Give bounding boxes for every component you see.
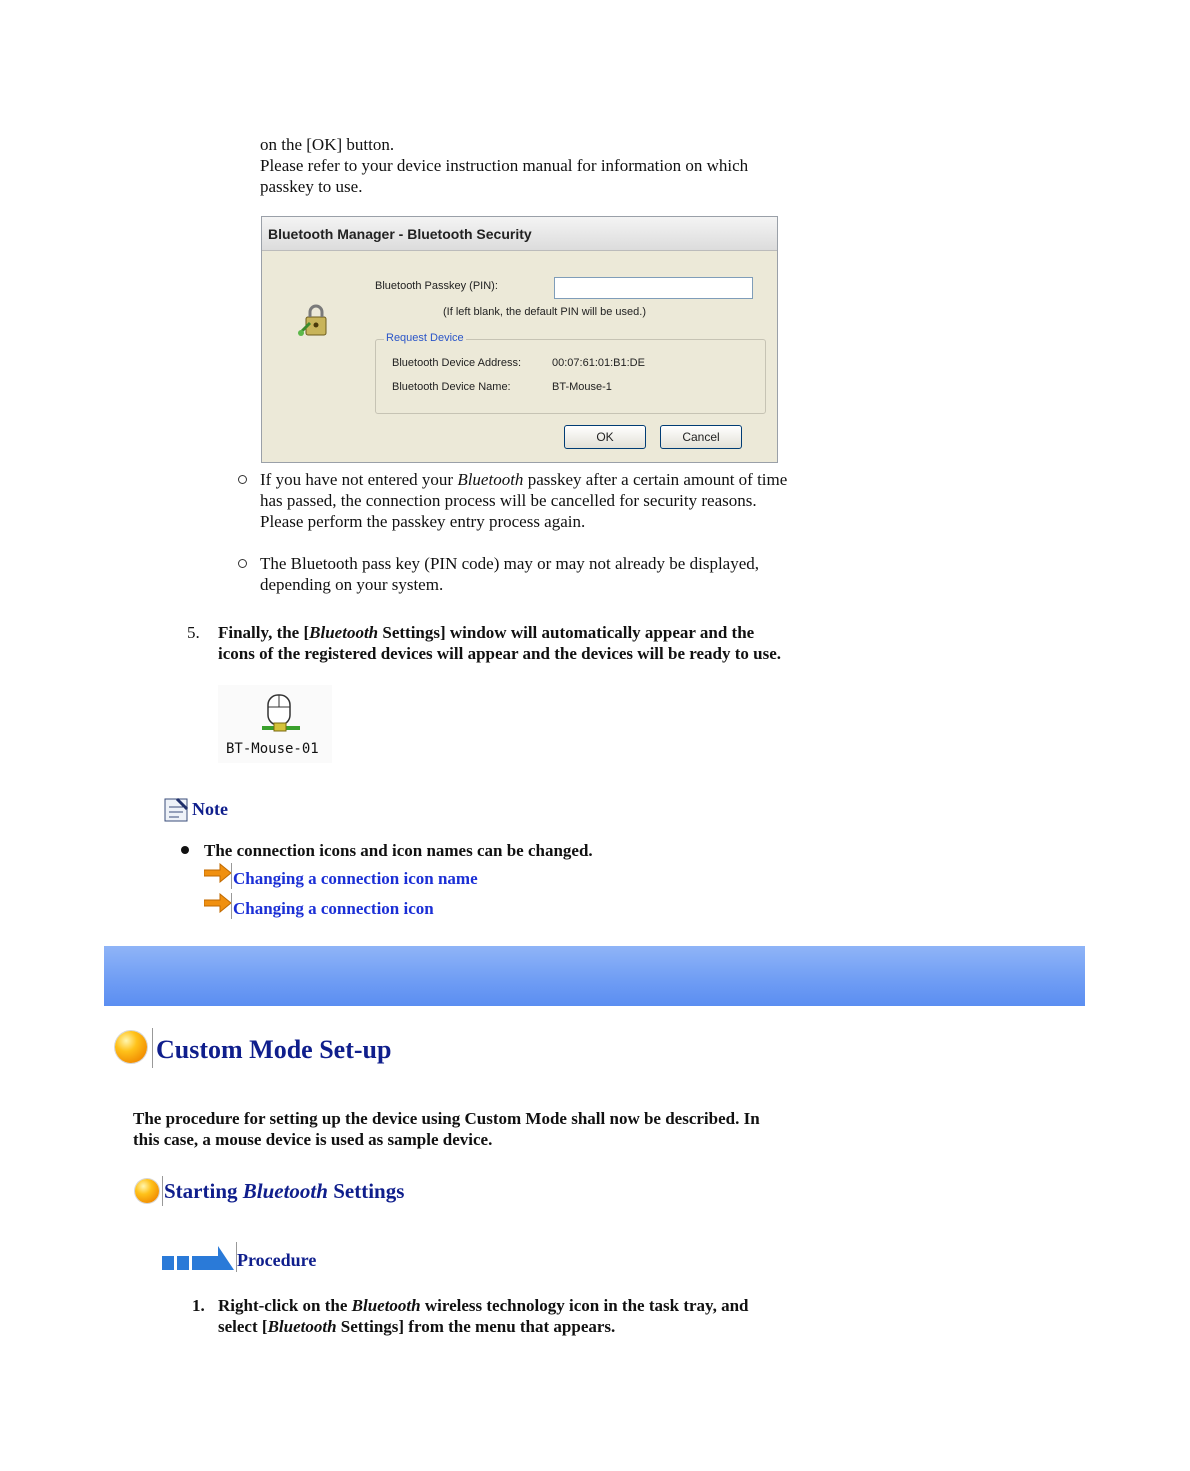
cancel-button[interactable]: Cancel xyxy=(660,425,742,449)
link-change-icon-name[interactable]: Changing a connection icon name xyxy=(233,869,478,888)
orange-orb-icon xyxy=(115,1031,147,1063)
lock-key-icon xyxy=(296,303,336,342)
address-label: Bluetooth Device Address: xyxy=(392,357,522,369)
note-bullet: The connection icons and icon names can be changed. xyxy=(204,841,593,860)
bullet-passkey-timeout: If you have not entered your Bluetooth passkey after a certain amount of time has passed, the connection process will be cancelled for security reasons. Please perform the passkey entry process again. xyxy=(260,470,788,531)
section-banner xyxy=(104,946,1085,1006)
bullet-icon xyxy=(238,559,247,568)
arrow-right-icon xyxy=(204,893,232,918)
intro-text xyxy=(260,134,748,197)
step5-text: Finally, the [Bluetooth Settings] window will automatically appear and the icons of the registered devices will appear and the devices will be ready to use. xyxy=(218,623,782,663)
bullet-dot-icon xyxy=(181,846,189,854)
request-device-group xyxy=(375,332,766,414)
passkey-input[interactable] xyxy=(554,277,753,299)
passkey-hint: (If left blank, the default PIN will be used.) xyxy=(443,306,646,318)
mouse-icon xyxy=(262,693,302,742)
arrow-right-icon xyxy=(204,863,232,888)
section-description: The procedure for setting up the device using Custom Mode shall now be described. In this case, a mouse device is used as sample device. xyxy=(133,1109,760,1149)
group-title: Request Device xyxy=(386,332,464,344)
intro-line: passkey to use. xyxy=(260,177,363,196)
bullet-icon xyxy=(238,475,247,484)
step-number: 1. xyxy=(192,1296,205,1315)
subsection-title: Starting Bluetooth Settings xyxy=(164,1179,405,1203)
address-value: 00:07:61:01:B1:DE xyxy=(552,357,645,369)
procedure-title: Procedure xyxy=(237,1250,317,1270)
procedure-icon xyxy=(162,1242,236,1277)
ok-button[interactable]: OK xyxy=(564,425,646,449)
bluetooth-security-dialog xyxy=(261,216,778,463)
device-name-value: BT-Mouse-1 xyxy=(552,381,612,393)
intro-line: on the [OK] button. xyxy=(260,135,395,154)
section-title: Custom Mode Set-up xyxy=(156,1035,392,1064)
note-icon xyxy=(161,795,191,830)
step-number: 5. xyxy=(187,623,200,642)
intro-line: Please refer to your device instruction manual for information on which xyxy=(260,156,749,175)
device-icon-tile xyxy=(218,685,332,763)
note-title: Note xyxy=(192,799,228,819)
device-label: BT-Mouse-01 xyxy=(226,741,319,757)
link-change-icon[interactable]: Changing a connection icon xyxy=(233,899,434,918)
device-name-label: Bluetooth Device Name: xyxy=(392,381,511,393)
dialog-title: Bluetooth Manager - Bluetooth Security xyxy=(262,217,777,251)
passkey-label: Bluetooth Passkey (PIN): xyxy=(375,280,498,292)
orange-orb-icon xyxy=(135,1179,159,1203)
step1-text: Right-click on the Bluetooth wireless technology icon in the task tray, and select [Bluetooth Settings] from the menu that appears. xyxy=(218,1296,749,1336)
bullet-pin-display: The Bluetooth pass key (PIN code) may or may not already be displayed, depending on your system. xyxy=(260,554,760,594)
